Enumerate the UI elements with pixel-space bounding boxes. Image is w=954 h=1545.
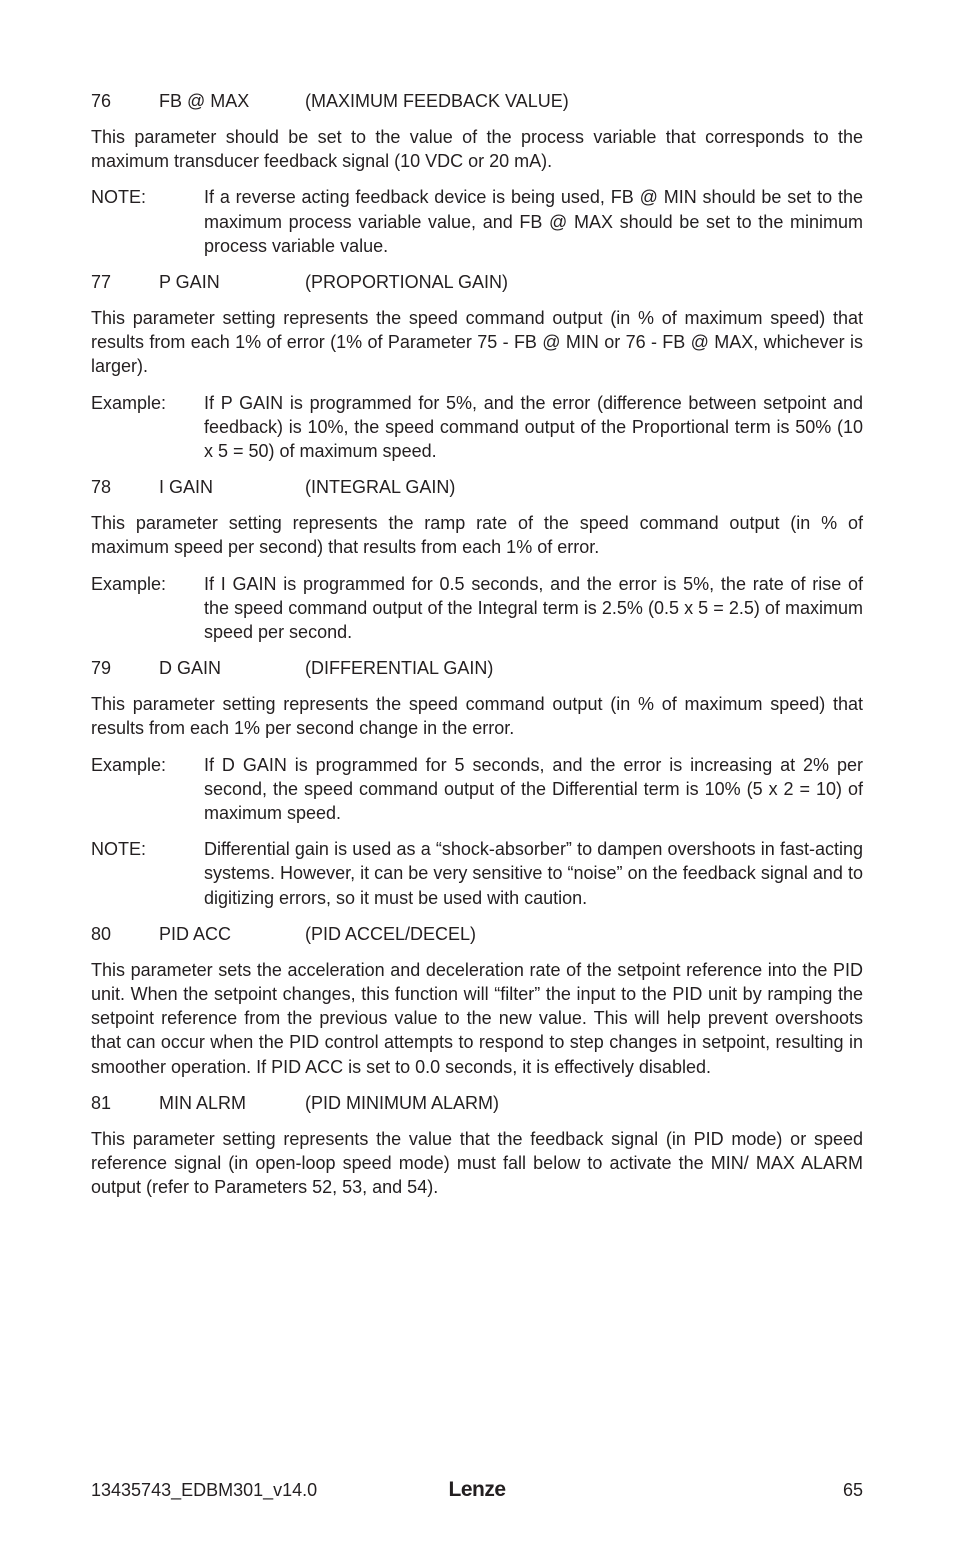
- parameter-abbreviation: FB @ MAX: [159, 91, 250, 111]
- parameter-description: This parameter setting represents the ramp rate of the speed command output (in % of maximum speed per second) that results from each 1% of error.: [91, 513, 863, 558]
- note-text: If a reverse acting feedback device is being used, FB @ MIN should be set to the maximum process variable value, and FB @ MAX should be set to the minimum process variable value.: [204, 187, 863, 256]
- parameter-description: This parameter setting represents the speed command output (in % of maximum speed) that results from each 1% of error (1% of Parameter 75 - FB @ MIN or 76 - FB @ MAX, whichever is larger).: [91, 308, 863, 377]
- parameter-81: [91, 1091, 863, 1200]
- document-body: [91, 89, 863, 1212]
- parameter-abbreviation: MIN ALRM: [159, 1092, 247, 1113]
- parameter-full-name: (PID MINIMUM ALARM): [305, 1092, 500, 1113]
- parameter-77: [91, 270, 863, 463]
- parameter-full-name: (DIFFERENTIAL GAIN): [305, 658, 494, 679]
- note-label: NOTE:: [91, 187, 147, 208]
- example-text: If D GAIN is programmed for 5 seconds, and the error is increasing at 2% per second, the speed command output of the Differential term is 10% (5 x 2 = 10) of maximum speed.: [204, 754, 863, 824]
- parameter-76: [91, 89, 863, 258]
- document-id: 13435743_EDBM301_v14.0: [91, 1479, 318, 1500]
- note-block: [91, 837, 863, 910]
- parameter-description: This parameter sets the acceleration and deceleration rate of the setpoint reference into the PID unit. When the setpoint changes, this function will “filter” the input to the PID unit by ramping the setpoint reference from the previous value to the new value. This will help prevent overshoots that can occur when the PID control attempts to respond to step changes in setpoint, resulting in smoother operation. If PID ACC is set to 0.0 seconds, it is effectively disabled.: [91, 959, 863, 1077]
- parameter-number: 78: [91, 477, 112, 498]
- example-text: If P GAIN is programmed for 5%, and the error (difference between setpoint and feedback) is 10%, the speed command output of the Proportional term is 50% (10 x 5 = 50) of maximum speed.: [204, 392, 863, 462]
- parameter-abbreviation: PID ACC: [159, 923, 232, 944]
- example-block: [91, 391, 863, 464]
- parameter-description: This parameter setting represents the value that the feedback signal (in PID mode) or speed reference signal (in open-loop speed mode) must fall below to activate the MIN/ MAX ALARM output (refer to Parameters 52, 53, and 54).: [91, 1128, 863, 1198]
- parameter-abbreviation: D GAIN: [159, 658, 222, 679]
- parameter-heading: [91, 475, 863, 499]
- note-block: [91, 185, 863, 258]
- parameter-full-name: (PROPORTIONAL GAIN): [305, 272, 509, 293]
- parameter-abbreviation: P GAIN: [159, 272, 220, 293]
- parameter-full-name: (INTEGRAL GAIN): [305, 477, 456, 498]
- parameter-abbreviation: I GAIN: [159, 477, 214, 498]
- example-block: [91, 572, 863, 645]
- note-label: NOTE:: [91, 839, 147, 860]
- example-label: Example:: [91, 754, 167, 775]
- parameter-full-name: (MAXIMUM FEEDBACK VALUE): [305, 91, 569, 111]
- note-text: Differential gain is used as a “shock-absorber” to dampen overshoots in fast-acting systems. However, it can be very sensitive to “noise” on the feedback signal and to digitizing errors, so it must be used with caution.: [204, 839, 863, 908]
- page-number: 65: [842, 1479, 863, 1500]
- example-text: If I GAIN is programmed for 0.5 seconds, and the error is 5%, the rate of rise of the speed command output of the Integral term is 2.5% (0.5 x 5 = 2.5) of maximum speed per second.: [204, 573, 863, 643]
- lenze-logo: Lenze: [448, 1478, 506, 1501]
- parameter-80: [91, 922, 863, 1079]
- example-label: Example:: [91, 392, 167, 413]
- parameter-number: 79: [91, 658, 112, 679]
- parameter-description: This parameter setting represents the speed command output (in % of maximum speed) that results from each 1% per second change in the error.: [91, 694, 863, 739]
- parameter-78: [91, 475, 863, 644]
- parameter-heading: [91, 270, 863, 294]
- page-footer: [91, 1477, 863, 1503]
- parameter-full-name: (PID ACCEL/DECEL): [305, 923, 477, 944]
- example-label: Example:: [91, 573, 167, 594]
- parameter-heading: [91, 922, 863, 946]
- parameter-79: [91, 656, 863, 910]
- parameter-heading: [91, 89, 863, 113]
- parameter-number: 81: [91, 1092, 112, 1113]
- parameter-number: 76: [91, 91, 112, 111]
- example-block: [91, 753, 863, 826]
- parameter-heading: [91, 656, 863, 680]
- parameter-heading: [91, 1091, 863, 1115]
- parameter-description: This parameter should be set to the value of the process variable that corresponds to the maximum transducer feedback signal (10 VDC or 20 mA).: [91, 127, 863, 172]
- parameter-number: 80: [91, 923, 112, 944]
- parameter-number: 77: [91, 272, 112, 293]
